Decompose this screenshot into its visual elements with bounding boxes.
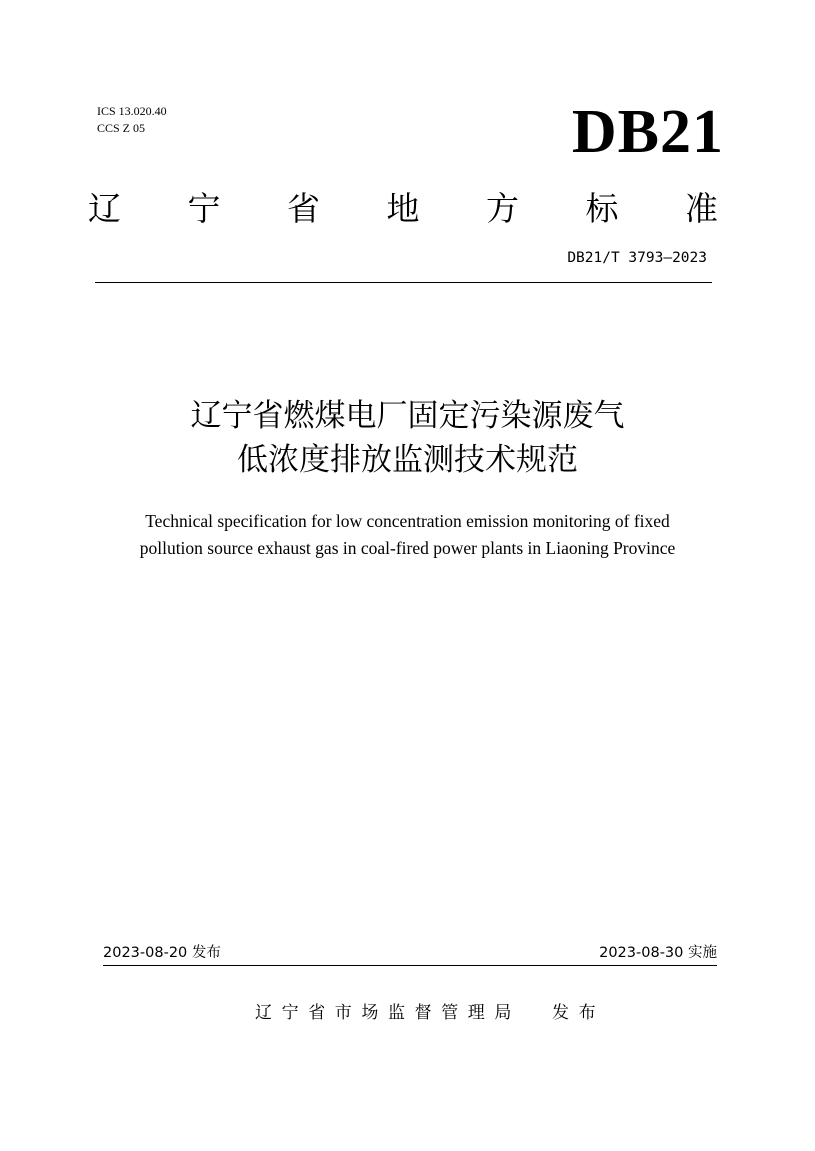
standard-type-char: 准 [685, 189, 718, 228]
implementation-date: 2023-08-30 实施 [599, 945, 717, 961]
issuer-action: 发布 [552, 1003, 606, 1023]
title-english [80, 508, 735, 562]
standard-type-char: 辽 [88, 189, 121, 228]
ics-code: ICS 13.020.40 [97, 104, 167, 118]
standard-mark: DB21 [571, 98, 724, 166]
standard-type-char: 方 [486, 189, 519, 228]
standard-type-char: 宁 [187, 189, 221, 228]
footer-divider [103, 965, 717, 966]
standard-type-char: 地 [386, 189, 420, 228]
issuer-name: 辽宁省市场监督管理局 [255, 1003, 521, 1023]
title-chinese-line: 低浓度排放监测技术规范 [237, 442, 578, 478]
title-english-line: Technical specification for low concentration emission monitoring of fixed [145, 511, 670, 531]
title-chinese-line: 辽宁省燃煤电厂固定污染源废气 [190, 398, 625, 434]
standard-type-char: 省 [287, 189, 320, 228]
header-divider [95, 282, 712, 283]
standard-type-heading [88, 186, 718, 232]
standard-type-char: 标 [585, 189, 619, 228]
ccs-code: CCS Z 05 [97, 121, 146, 135]
title-english-line: pollution source exhaust gas in coal-fired power plants in Liaoning Province [139, 538, 676, 558]
issuing-authority [255, 1001, 665, 1025]
issue-date: 2023-08-20 发布 [103, 945, 221, 961]
standard-number: DB21/T 3793—2023 [567, 250, 707, 266]
title-chinese [80, 394, 735, 482]
classification-codes [97, 104, 167, 138]
